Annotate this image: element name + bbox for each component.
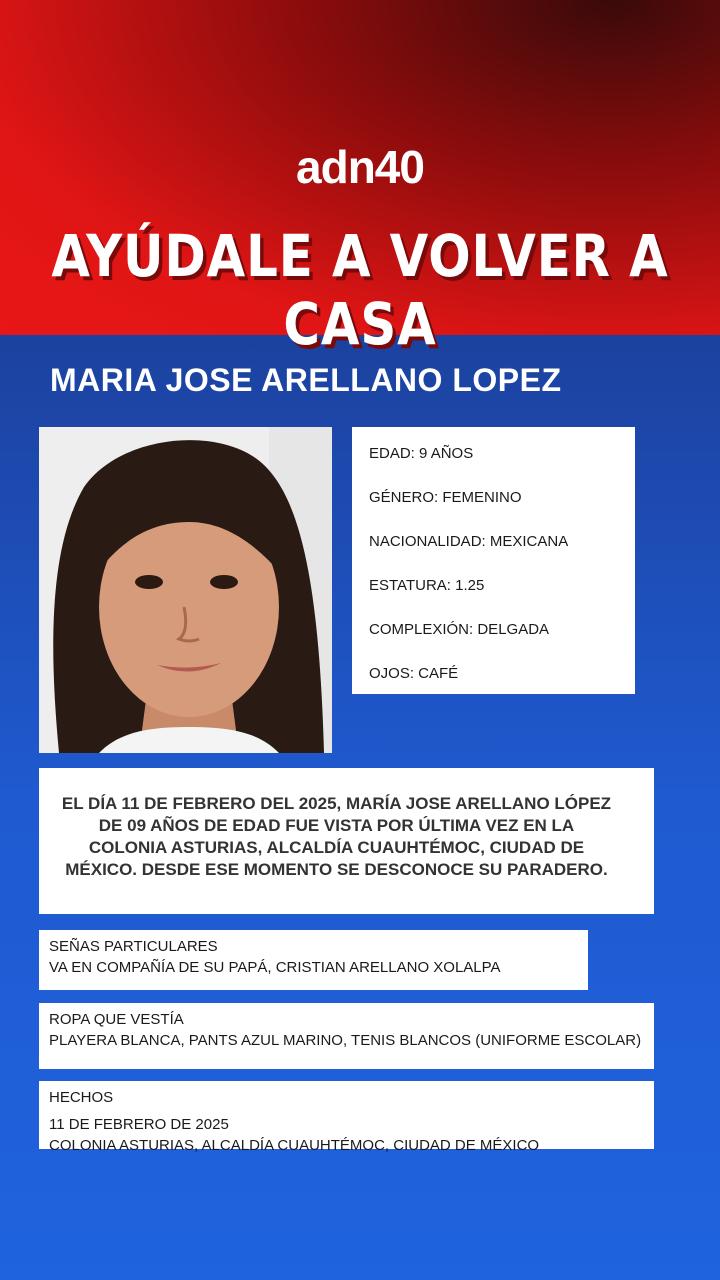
senas-card <box>39 930 588 990</box>
senas-label: SEÑAS PARTICULARES <box>49 938 218 955</box>
person-photo <box>39 427 332 753</box>
ropa-label: ROPA QUE VESTÍA <box>49 1011 184 1028</box>
brand-logo: adn40 <box>296 141 424 193</box>
details-box <box>352 427 635 694</box>
detail-age: EDAD: 9 AÑOS <box>369 445 474 462</box>
ropa-card <box>39 1003 654 1069</box>
headline: AYÚDALE A VOLVER A CASA <box>51 222 669 358</box>
person-name: MARIA JOSE ARELLANO LOPEZ <box>50 362 562 398</box>
hechos-date: 11 DE FEBRERO DE 2025 <box>49 1116 229 1133</box>
senas-value: VA EN COMPAÑÍA DE SU PAPÁ, CRISTIAN ARELLANO XOLALPA <box>49 959 501 976</box>
detail-nationality: NACIONALIDAD: MEXICANA <box>369 533 569 550</box>
detail-build: COMPLEXIÓN: DELGADA <box>369 621 550 638</box>
detail-gender: GÉNERO: FEMENINO <box>369 489 522 506</box>
hechos-label: HECHOS <box>49 1089 114 1106</box>
portrait-illustration <box>39 427 332 753</box>
detail-height: ESTATURA: 1.25 <box>369 577 485 594</box>
detail-eyes: OJOS: CAFÉ <box>369 665 459 682</box>
description-text: EL DÍA 11 DE FEBRERO DEL 2025, MARÍA JOSE ARELLANO LÓPEZ DE 09 AÑOS DE EDAD FUE VISTA POR ÚLTIMA VEZ EN LA COLONIA ASTURIAS, ALCALDÍA CUAUHTÉMOC, CIUDAD DE MÉXICO. DESDE ESE MOMENTO SE DESCONOCE SU PARADERO. <box>61 794 612 879</box>
hechos-card <box>39 1081 654 1154</box>
hechos-place: COLONIA ASTURIAS, ALCALDÍA CUAUHTÉMOC, CIUDAD DE MÉXICO <box>49 1137 540 1154</box>
ropa-value: PLAYERA BLANCA, PANTS AZUL MARINO, TENIS BLANCOS (UNIFORME ESCOLAR) <box>49 1032 642 1049</box>
description-box <box>39 768 654 914</box>
header-banner <box>0 0 720 358</box>
